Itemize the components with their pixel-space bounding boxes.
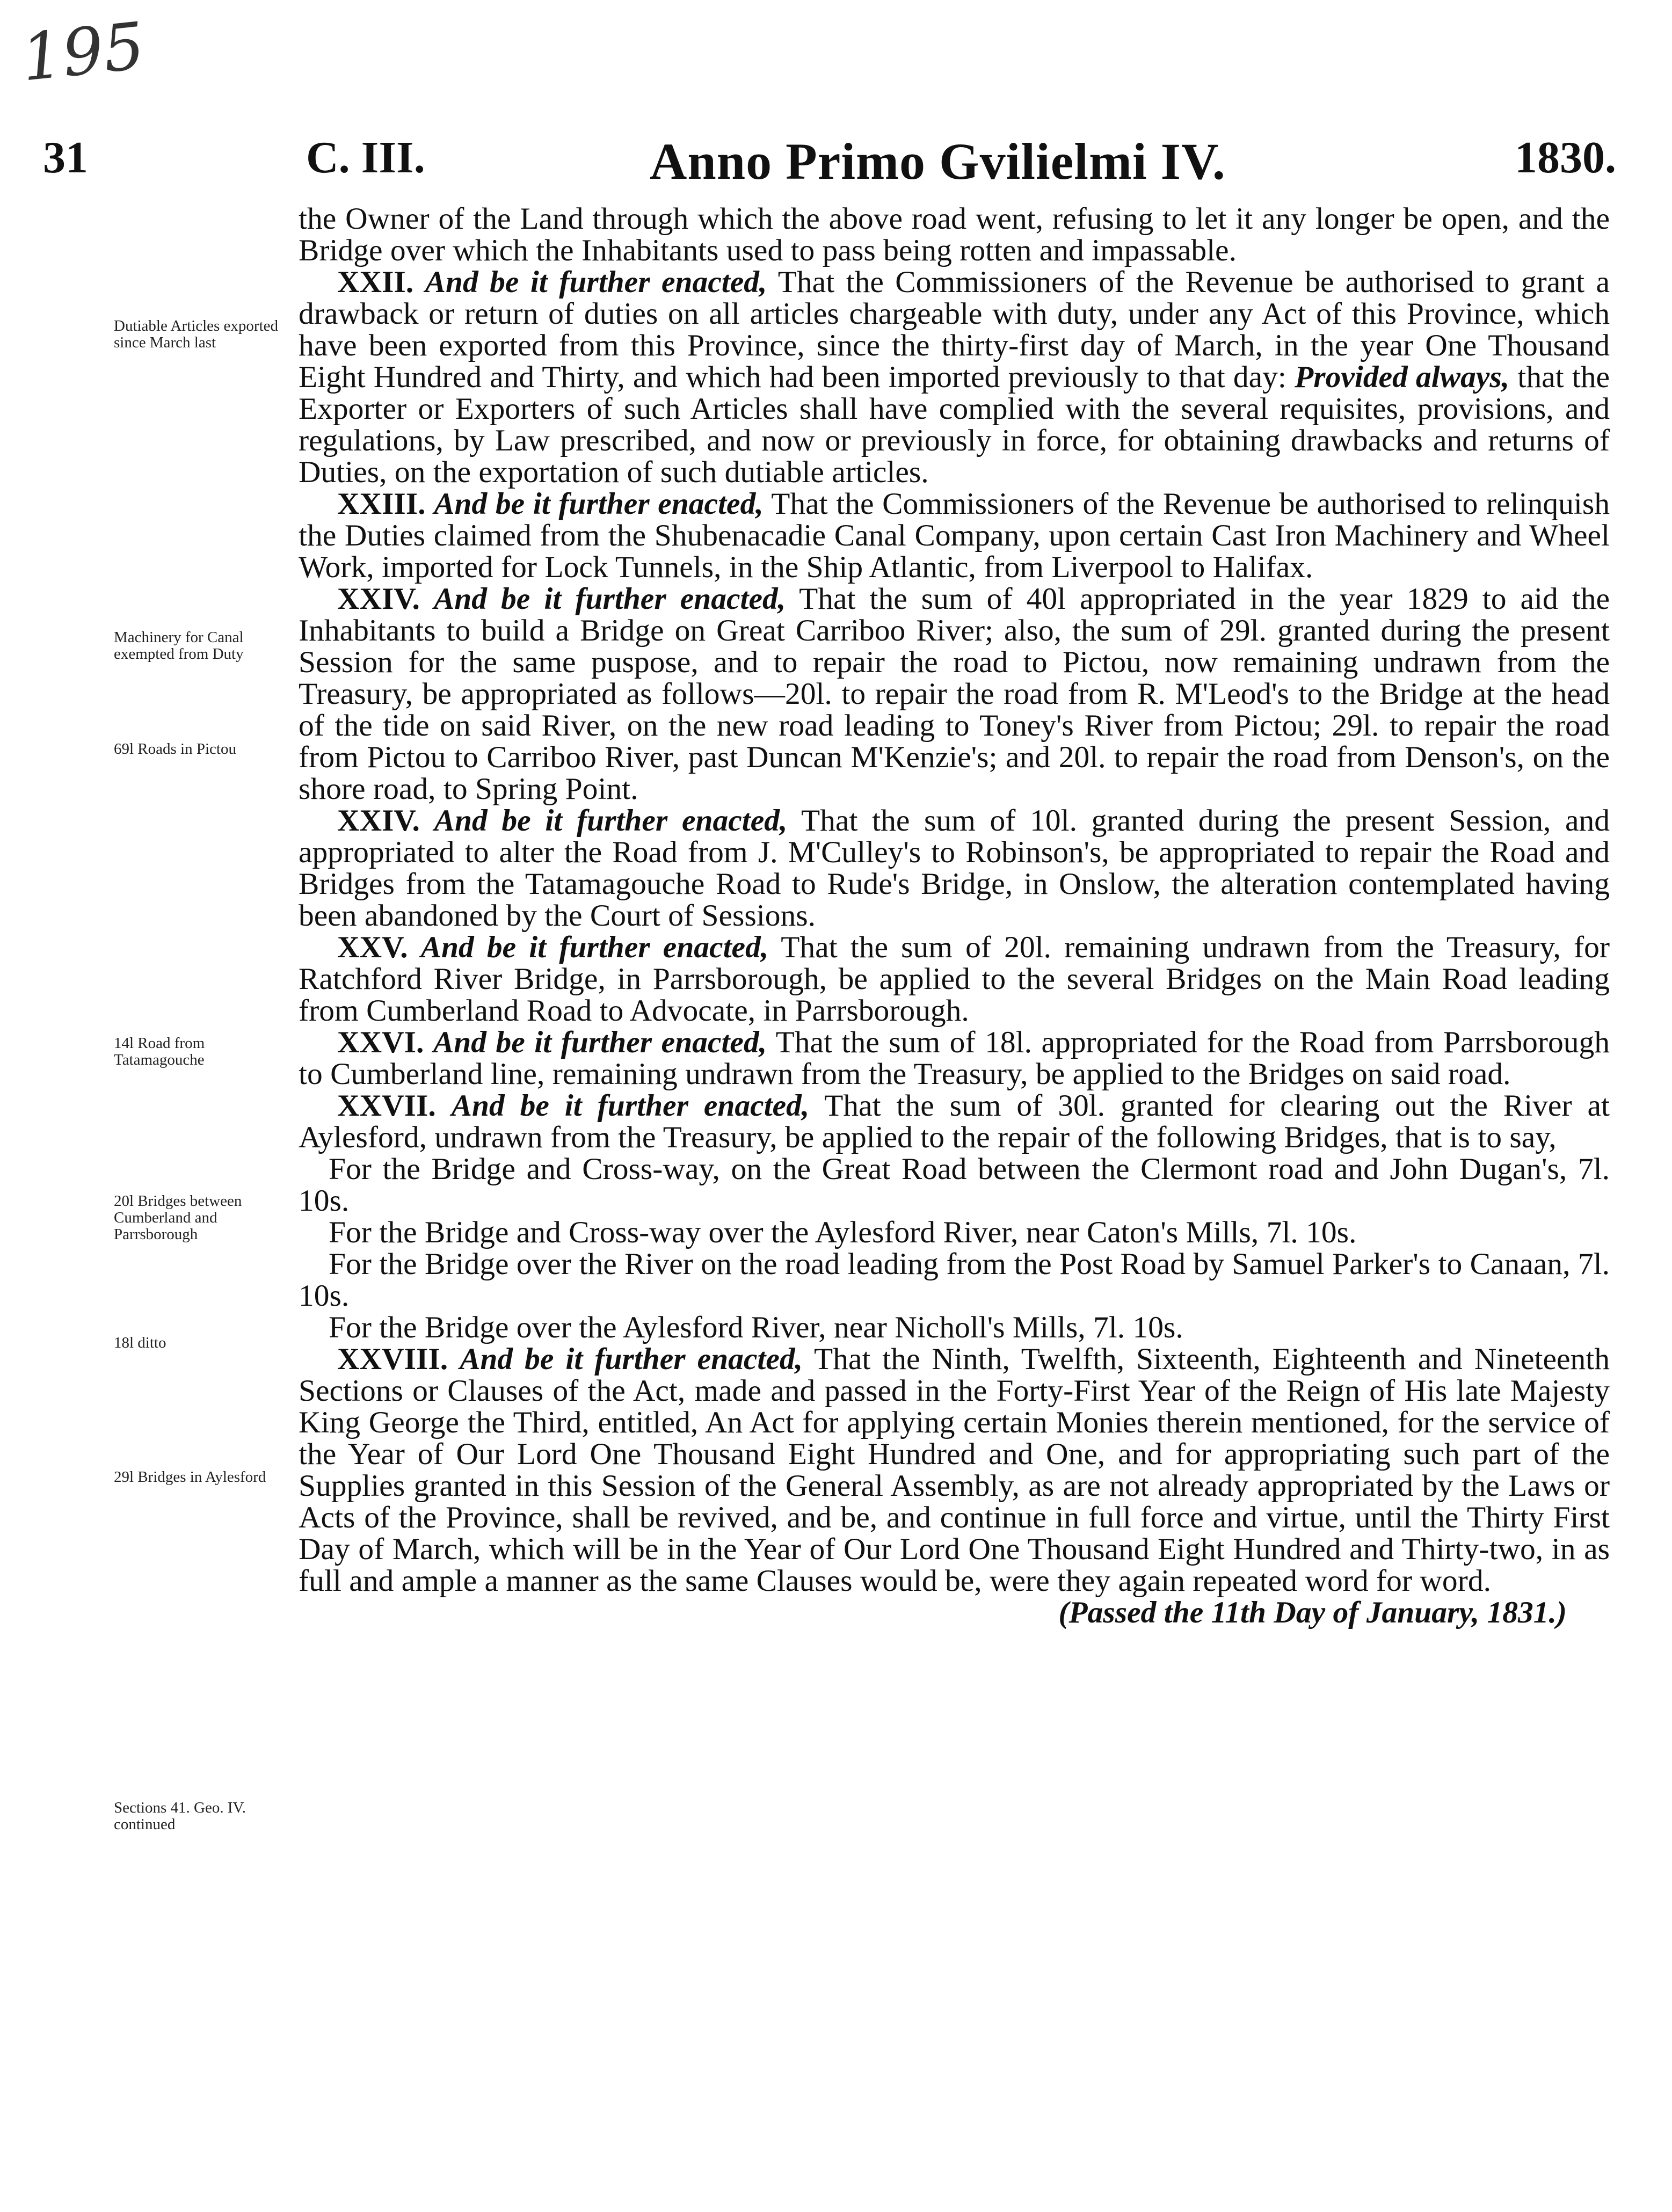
section-text: That the sum of 18l. appropriated for the Road from Parrsborough to Cumberland line, remaining undrawn from the Treasury, be applied to the Bridges on said road. xyxy=(299,1025,1610,1091)
section-xxiv-tatamagouche xyxy=(299,805,1610,932)
enacting-clause: And be it further enacted, xyxy=(451,1089,810,1123)
enacting-clause: And be it further enacted, xyxy=(425,265,767,299)
margin-note-ditto: 18l ditto xyxy=(114,1334,166,1351)
statute-text xyxy=(299,203,1610,1628)
enacting-clause: And be it further enacted, xyxy=(434,804,788,838)
paragraph-continuation xyxy=(299,203,1610,266)
section-number: XXVI. xyxy=(337,1025,424,1059)
section-number: XXVIII. xyxy=(337,1342,448,1376)
section-text: That the sum of 30l. granted for clearing out the River at Aylesford, undrawn from the Treasury, be applied to the repair of the following Bridges, that is to say, xyxy=(299,1089,1610,1154)
section-number: XXV. xyxy=(337,930,408,964)
section-xxviii xyxy=(299,1343,1610,1597)
margin-note-cumberland-bridges: 20l Bridges between Cumberland and Parrsborough xyxy=(114,1192,242,1243)
page-number: 31 xyxy=(43,133,88,183)
section-text: That the Commissioners of the Revenue be authorised to relinquish the Duties claimed from the Shubenacadie Canal Company, upon certain Cast Iron Machinery and Wheel Work, imported for Lock Tunnels, in the Ship Atlantic, from Liverpool to Halifax. xyxy=(299,487,1610,584)
section-text: That the sum of 10l. granted during the present Session, and appropriated to alter the Road from J. M'Culley's to Robinson's, be appropriated to repair the Road and Bridges from the Tatamagouche Road to Rude's Bridge, in Onslow, the alteration contemplated having been abandoned by the Court of Sessions. xyxy=(299,804,1610,933)
enacting-clause: And be it further enacted, xyxy=(434,487,764,521)
section-text: That the sum of 40l appropriated in the year 1829 to aid the Inhabitants to build a Bridge on Great Carriboo River; also, the sum of 29l. granted during the present Session for the same puspose, and to repair the road to Pictou, now remaining undrawn from the Treasury, be appropriated as follows—20l. to repair the road from R. M'Leod's to the Bridge at the head of the tide on said River, on the new road leading to Toney's River from Pictou; 29l. to repair the road from Pictou to Carriboo River, past Duncan M'Kenzie's; and 20l. to repair the road from Denson's, on the shore road, to Spring Point. xyxy=(299,582,1610,806)
section-text-continued: that the Exporter or Exporters of such Articles shall have complied with the several requisites, provisions, and regulations, by Law prescribed, and now or previously in force, for obtaining drawbacks and returns of Duties, on the exportation of such dutiable articles. xyxy=(299,360,1610,489)
section-xxii xyxy=(299,266,1610,488)
section-number: XXVII. xyxy=(337,1089,436,1123)
section-xxv xyxy=(299,932,1610,1027)
margin-note-tatamagouche-road: 14l Road from Tatamagouche xyxy=(114,1035,205,1068)
section-number: XXIV. xyxy=(337,582,420,616)
margin-note-aylesford-bridges: 29l Bridges in Aylesford xyxy=(114,1468,266,1486)
page-title: Anno Primo Gvilielmi IV. xyxy=(650,133,1226,190)
enacting-clause: And be it further enacted, xyxy=(433,582,786,616)
chapter-label: C. III. xyxy=(306,133,425,183)
section-xxvii xyxy=(299,1090,1610,1153)
section-xxiv-pictou xyxy=(299,583,1610,805)
margin-note-canal-machinery: Machinery for Canal exempted from Duty xyxy=(114,629,244,663)
section-xxiii xyxy=(299,488,1610,583)
section-number: XXIV. xyxy=(337,804,420,838)
margin-note-dutiable-articles: Dutiable Articles exported since March last xyxy=(114,317,279,351)
section-number: XXII. xyxy=(337,265,414,299)
enacting-clause: And be it further enacted, xyxy=(460,1342,803,1376)
margin-note-sections-continued: Sections 41. Geo. IV. continued xyxy=(114,1799,246,1833)
enacting-clause: And be it further enacted, xyxy=(433,1025,767,1059)
section-text: That the Commissioners of the Revenue be authorised to grant a drawback or return of duties on all articles chargeable with duty, under any Act of this Province, which have been exported from this Province, since the thirty-first day of March, in the year One Thousand Eight Hundred and Thirty, and which had been imported previously to that day: xyxy=(299,265,1610,394)
header-year: 1830. xyxy=(1515,133,1616,183)
enacting-clause: And be it further enacted, xyxy=(420,930,769,964)
margin-note-pictou-roads: 69l Roads in Pictou xyxy=(114,740,236,758)
proviso-clause: Provided always, xyxy=(1295,360,1510,394)
page-header xyxy=(43,132,1616,207)
paragraph-text: the Owner of the Land through which the above road went, refusing to let it any longer be open, and the Bridge over which the Inhabitants used to pass being rotten and impassable. xyxy=(299,202,1610,267)
passed-date: (Passed the 11th Day of January, 1831.) xyxy=(1058,1596,1567,1629)
section-text: That the sum of 20l. remaining undrawn from the Treasury, for Ratchford River Bridge, in Parrsborough, be applied to the several Bridges on the Main Road leading from Cumberland Road to Advocate, in Parrsborough. xyxy=(299,930,1610,1028)
bridge-item-nicholls-mills: For the Bridge over the Aylesford River, near Nicholl's Mills, 7l. 10s. xyxy=(329,1311,1183,1344)
section-xxvi xyxy=(299,1027,1610,1090)
handwritten-page-note: 195 xyxy=(18,9,148,96)
section-number: XXIII. xyxy=(337,487,426,521)
bridge-item-canaan: For the Bridge over the River on the road leading from the Post Road by Samuel Parker's to Canaan, 7l. 10s. xyxy=(299,1247,1610,1313)
bridge-item-clermont: For the Bridge and Cross-way, on the Great Road between the Clermont road and John Dugan's, 7l. 10s. xyxy=(299,1152,1610,1218)
bridge-item-catons-mills: For the Bridge and Cross-way over the Aylesford River, near Caton's Mills, 7l. 10s. xyxy=(329,1216,1357,1249)
section-text: That the Ninth, Twelfth, Sixteenth, Eighteenth and Nineteenth Sections or Clauses of the Act, made and passed in the Forty-First Year of the Reign of His late Majesty King George the Third, entitled, An Act for applying certain Monies therein mentioned, for the service of the Year of Our Lord One Thousand Eight Hundred and One, and for appropriating such part of the Supplies granted in this Session of the General Assembly, as are not already appropriated by the Laws or Acts of the Province, shall be revived, and be, and continue in full force and virtue, until the Thirty First Day of March, which will be in the Year of Our Lord One Thousand Eight Hundred and Thirty-two, in as full and ample a manner as the same Clauses would be, were they again repeated word for word. xyxy=(299,1342,1610,1598)
